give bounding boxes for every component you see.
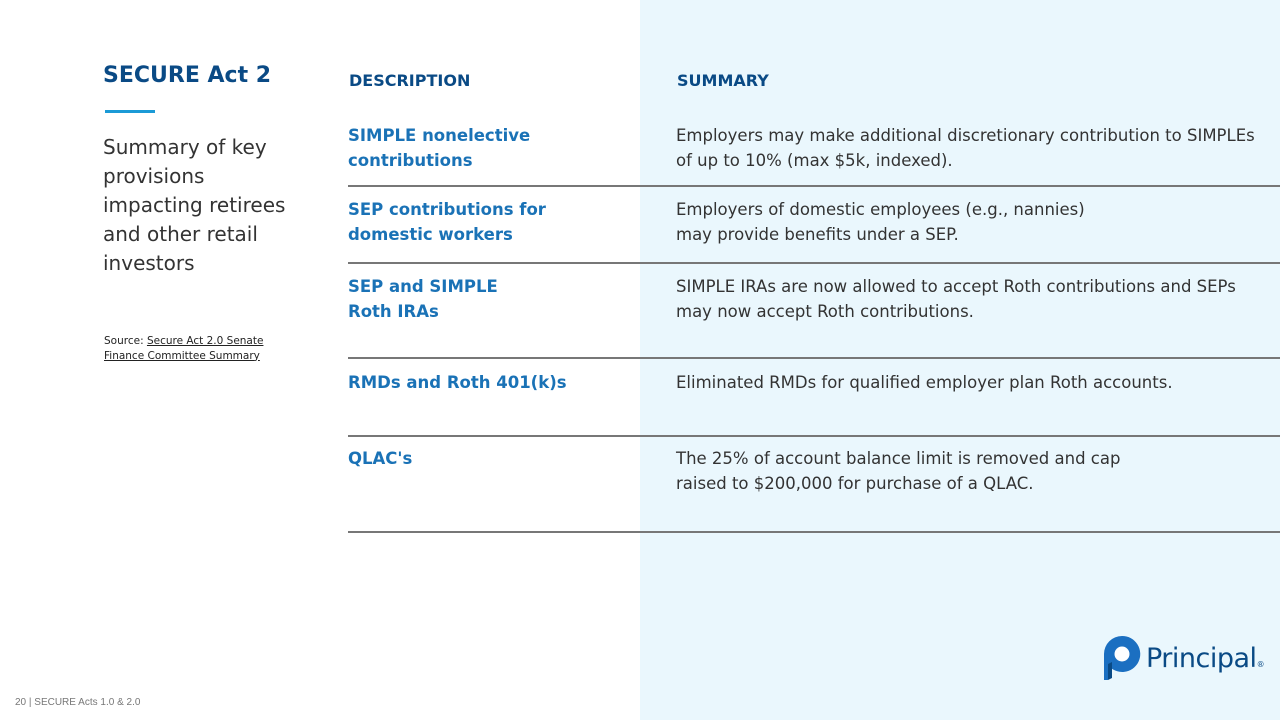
row-description: SEP and SIMPLE Roth IRAs (348, 277, 498, 321)
row-description: SEP contributions for domestic workers (348, 200, 546, 244)
row-divider (348, 262, 1280, 264)
row-summary: The 25% of account balance limit is removed and cap raised to $200,000 for purchase of a QLAC. (676, 449, 1121, 493)
title-underline-accent (105, 110, 155, 113)
source-label: Source: (104, 335, 147, 347)
row-divider (348, 185, 1280, 187)
row-summary: Employers may make additional discretionary contribution to SIMPLEs of up to 10% (max $5k, indexed). (676, 126, 1255, 170)
row-divider (348, 531, 1280, 533)
principal-mark-icon (1102, 634, 1142, 682)
column-header-summary: SUMMARY (677, 71, 769, 90)
principal-logo (1102, 634, 1265, 682)
slide-title: SECURE Act 2 (103, 63, 272, 88)
slide-subtitle: Summary of key provisions impacting retirees and other retail investors (103, 135, 286, 275)
row-description: QLAC's (348, 449, 413, 468)
row-summary: SIMPLE IRAs are now allowed to accept Roth contributions and SEPs may now accept Roth contributions. (676, 277, 1236, 321)
row-divider (348, 357, 1280, 359)
column-header-description: DESCRIPTION (349, 71, 471, 90)
row-divider (348, 435, 1280, 437)
registered-mark: ® (1256, 659, 1265, 669)
logo-wordmark: Principal (1146, 642, 1257, 674)
row-description: RMDs and Roth 401(k)s (348, 373, 567, 392)
source-link[interactable]: Secure Act 2.0 Senate Finance Committee Summary (104, 335, 264, 362)
source-note (104, 334, 264, 363)
footer-page-label: 20 | SECURE Acts 1.0 & 2.0 (15, 697, 141, 708)
summary-panel-background (640, 0, 1280, 720)
row-summary: Eliminated RMDs for qualified employer plan Roth accounts. (676, 373, 1173, 392)
row-summary: Employers of domestic employees (e.g., nannies) may provide benefits under a SEP. (676, 200, 1085, 244)
row-description: SIMPLE nonelective contributions (348, 126, 531, 170)
